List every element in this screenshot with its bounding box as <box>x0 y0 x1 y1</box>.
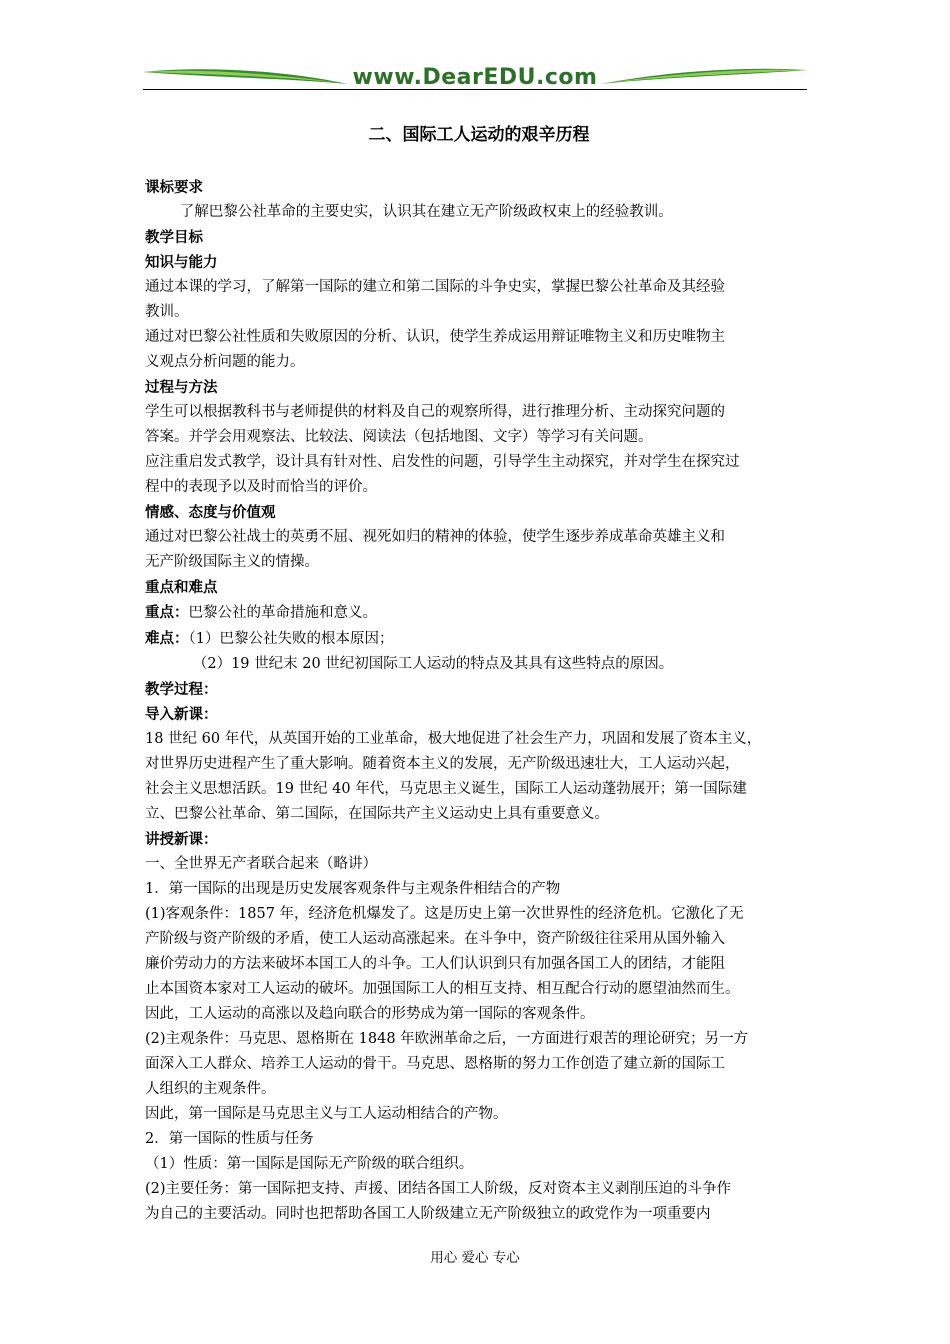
text-line: 答案。并学会用观察法、比较法、阅读法（包括地图、文字）等学习有关问题。 <box>145 429 653 445</box>
difficulty-text: （1）巴黎公社失败的根本原因； <box>188 631 394 647</box>
key-point-line <box>145 600 813 626</box>
page-title: 二、国际工人运动的艰辛历程 <box>368 125 590 145</box>
text-line: 应注重启发式教学，设计具有针对性、启发性的问题，引导学生主动探究，并对学生在探究过 <box>145 454 740 470</box>
text-line: 止本国资本家对工人运动的破坏。加强国际工人的相互支持、相互配合行动的愿望油然而生。 <box>145 981 740 997</box>
section-heading: 课标要求 <box>145 179 203 196</box>
text-line: 产阶级与资产阶级的矛盾，使工人运动高涨起来。在斗争中，资产阶级往往采用从国外输入 <box>145 931 725 947</box>
key-point-text: 巴黎公社的革命措施和意义。 <box>188 605 377 621</box>
text-line: (1)客观条件：1857 年，经济危机爆发了。这是历史上第一次世界性的经济危机。它激化了无 <box>145 906 744 922</box>
section-heading: 导入新课： <box>145 706 218 723</box>
text-line: 通过本课的学习，了解第一国际的建立和第二国际的斗争史实，掌握巴黎公社革命及其经验 <box>145 279 725 295</box>
text-line: (2)主要任务：第一国际把支持、声援、团结各国工人阶级，反对资本主义剥削压迫的斗争作 <box>145 1181 732 1197</box>
difficulty-text-2: （2）19 世纪末 20 世纪初国际工人运动的特点及其具有这些特点的原因。 <box>192 656 674 672</box>
text-line: 无产阶级国际主义的情操。 <box>145 554 319 570</box>
text-line: 通过对巴黎公社战士的英勇不屈、视死如归的精神的体验，使学生逐步养成革命英雄主义和 <box>145 529 725 545</box>
text-line: 程中的表现予以及时而恰当的评价。 <box>145 479 377 495</box>
header-divider <box>143 89 807 90</box>
text-line: 廉价劳动力的方法来破坏本国工人的斗争。工人们认识到只有加强各国工人的团结，才能阻 <box>145 956 725 972</box>
text-line: 1．第一国际的出现是历史发展客观条件与主观条件相结合的产物 <box>145 881 561 897</box>
text-line: 2．第一国际的性质与任务 <box>145 1131 314 1147</box>
subsection-heading: 过程与方法 <box>145 379 218 396</box>
section-heading: 重点和难点 <box>145 579 218 596</box>
difficulty-label: 难点： <box>145 630 189 647</box>
page-footer: 用心 爱心 专心 <box>430 1250 520 1266</box>
section-heading: 教学目标 <box>145 229 203 246</box>
text-line: 教训。 <box>145 304 189 320</box>
text-line: 因此，工人运动的高涨以及趋向联合的形势成为第一国际的客观条件。 <box>145 1006 595 1022</box>
text-line: 对世界历史进程产生了重大影响。随着资本主义的发展，无产阶级迅速壮大，工人运动兴起， <box>145 756 740 772</box>
text-line: 立、巴黎公社革命、第二国际，在国际共产主义运动史上具有重要意义。 <box>145 806 609 822</box>
text-line: （1）性质：第一国际是国际无产阶级的联合组织。 <box>145 1156 474 1172</box>
site-logo-text: www.DearEDU.com <box>352 65 598 90</box>
section-heading: 讲授新课： <box>145 831 218 848</box>
difficulty-line <box>145 626 813 652</box>
text-line: 为自己的主要活动。同时也把帮助各国工人阶级建立无产阶级独立的政党作为一项重要内 <box>145 1206 711 1222</box>
section-heading: 教学过程： <box>145 681 218 698</box>
text-line: (2)主观条件：马克思、恩格斯在 1848 年欧洲革命之后，一方面进行艰苦的理论研究；另一方 <box>145 1031 749 1047</box>
key-point-label: 重点： <box>145 604 189 621</box>
text-line: 社会主义思想活跃。19 世纪 40 年代，马克思主义诞生，国际工人运动蓬勃展开；第一国际建 <box>145 781 747 797</box>
document-body <box>145 118 813 1227</box>
text-line: 学生可以根据教科书与老师提供的材料及自己的观察所得，进行推理分析、主动探究问题的 <box>145 404 725 420</box>
paragraph: 了解巴黎公社革命的主要史实，认识其在建立无产阶级政权束上的经验教训。 <box>179 204 673 220</box>
text-line: 一、全世界无产者联合起来（略讲） <box>145 856 377 872</box>
text-line: 通过对巴黎公社性质和失败原因的分析、认识，使学生养成运用辩证唯物主义和历史唯物主 <box>145 329 725 345</box>
text-line: 义观点分析问题的能力。 <box>145 354 305 370</box>
text-line: 因此，第一国际是马克思主义与工人运动相结合的产物。 <box>145 1106 508 1122</box>
text-line: 18 世纪 60 年代，从英国开始的工业革命，极大地促进了社会生产力，巩固和发展了资本主义， <box>145 731 762 747</box>
text-line: 人组织的主观条件。 <box>145 1081 276 1097</box>
subsection-heading: 知识与能力 <box>145 254 218 271</box>
text-line: 面深入工人群众、培养工人运动的骨干。马克思、恩格斯的努力工作创造了建立新的国际工 <box>145 1056 725 1072</box>
subsection-heading: 情感、态度与价值观 <box>145 504 276 521</box>
